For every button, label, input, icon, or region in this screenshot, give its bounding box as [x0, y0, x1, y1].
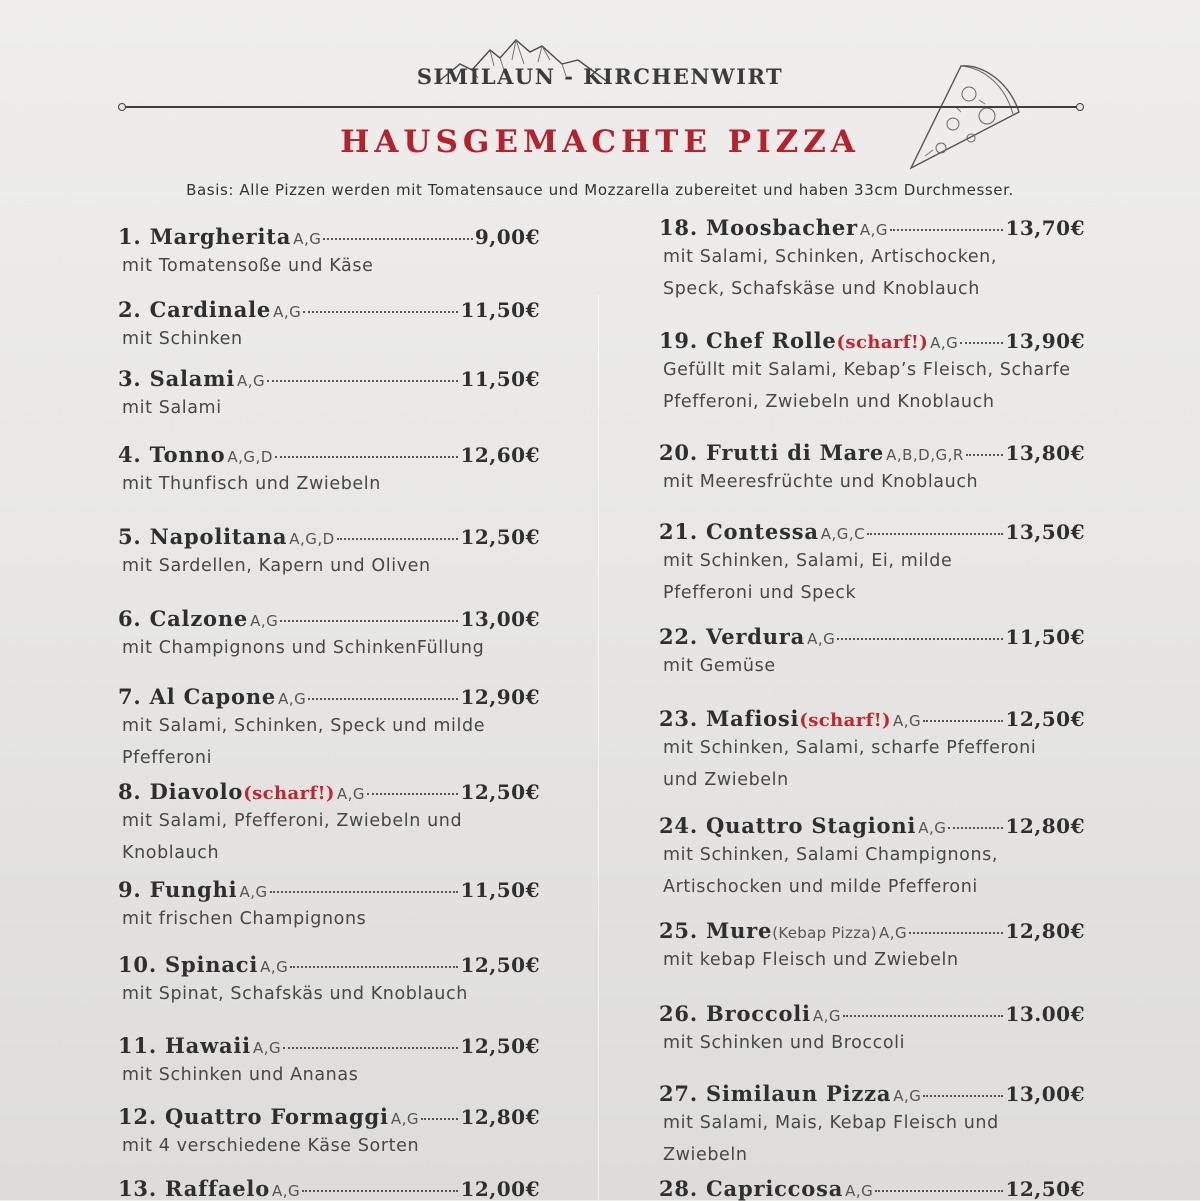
pizza-description: und Zwiebeln	[663, 770, 789, 790]
allergen-codes: A,G	[859, 221, 889, 239]
pizza-name: 28. Capriccosa	[659, 1176, 844, 1201]
menu-item	[659, 1176, 1085, 1201]
menu-item	[118, 606, 540, 663]
pizza-name: 10. Spinaci	[118, 952, 259, 977]
menu-item	[118, 1176, 540, 1201]
pizza-name: 3. Salami	[118, 366, 235, 391]
dot-leader	[280, 620, 458, 622]
pizza-description: Knoblauch	[122, 843, 220, 863]
menu-item-line	[659, 519, 1085, 544]
pizza-name: 2. Cardinale	[118, 297, 272, 322]
dot-leader	[323, 238, 472, 240]
dot-leader	[421, 1118, 458, 1120]
allergen-codes: A,G	[807, 630, 836, 648]
pizza-name: 21. Contessa	[659, 519, 819, 544]
dot-leader	[275, 456, 459, 458]
dot-leader	[290, 966, 458, 968]
pizza-name: 12. Quattro Formaggi	[118, 1104, 389, 1129]
dot-leader	[270, 891, 459, 893]
pizza-name: 18. Moosbacher	[659, 215, 858, 240]
pizza-price: 12,50€	[460, 780, 540, 804]
allergen-codes: A,G	[278, 690, 307, 708]
pizza-name: 13. Raffaelo	[118, 1176, 271, 1201]
menu-item-line	[118, 442, 540, 467]
allergen-codes: A,G	[930, 334, 959, 352]
pizza-description: mit Salami, Schinken, Artischocken,	[663, 247, 998, 267]
pizza-price: 12,50€	[460, 1034, 540, 1058]
pizza-name: 27. Similaun Pizza	[659, 1081, 892, 1106]
menu-item-line	[118, 297, 540, 322]
menu-item-line	[659, 624, 1085, 649]
menu-item-line	[118, 366, 540, 391]
pizza-name: 22. Verdura	[659, 624, 806, 649]
pizza-price: 12,80€	[1005, 919, 1085, 943]
menu-item-line	[118, 606, 540, 631]
pizza-description: mit Salami, Schinken, Speck und milde	[122, 716, 486, 736]
pizza-name: 24. Quattro Stagioni	[659, 813, 917, 838]
dot-leader	[890, 229, 1003, 231]
basis-note: Basis: Alle Pizzen werden mit Tomatensauce und Mozzarella zubereitet und haben 33cm Durchmesser.	[186, 181, 1014, 199]
allergen-codes: A,G	[293, 230, 322, 248]
pizza-price: 12,90€	[460, 685, 540, 709]
pizza-description: mit Spinat, Schafskäs und Knoblauch	[122, 984, 468, 1004]
dot-leader	[308, 698, 458, 700]
pizza-price: 13,70€	[1005, 216, 1085, 240]
divider-end-dot	[118, 103, 126, 111]
allergen-codes: A,G	[237, 372, 266, 390]
allergen-codes: A,G,C	[820, 525, 866, 543]
menu-item	[659, 813, 1085, 902]
menu-item	[659, 440, 1085, 497]
pizza-description: mit Salami	[122, 398, 222, 418]
menu-item	[118, 684, 540, 773]
pizza-name: 25. Mure	[659, 918, 773, 943]
pizza-price: 12,50€	[1005, 1177, 1085, 1201]
dot-leader	[843, 1015, 1003, 1017]
pizza-description: Artischocken und milde Pfefferoni	[663, 877, 978, 897]
pizza-price: 13,50€	[1005, 520, 1085, 544]
menu-item-line	[659, 1176, 1085, 1201]
menu-item-line	[118, 224, 540, 249]
menu-item-line	[659, 918, 1085, 943]
menu-item	[659, 918, 1085, 975]
dot-leader	[923, 1095, 1003, 1097]
menu-item-line	[118, 1176, 540, 1201]
menu-item	[118, 442, 540, 499]
pizza-name: 4. Tonno	[118, 442, 226, 467]
pizza-price: 12,80€	[460, 1105, 540, 1129]
allergen-codes: A,B,D,G,R	[886, 446, 964, 464]
pizza-price: 12,80€	[1005, 814, 1085, 838]
spicy-label: (scharf!)	[836, 332, 929, 353]
pizza-name: 19. Chef Rolle	[659, 328, 837, 353]
pizza-price: 12,50€	[460, 525, 540, 549]
dot-leader	[303, 311, 458, 313]
pizza-description: mit frischen Champignons	[122, 909, 367, 929]
menu-item-line	[118, 1104, 540, 1129]
allergen-codes: A,G	[250, 612, 279, 630]
pizza-description: mit Schinken und Ananas	[122, 1065, 359, 1085]
dot-leader	[909, 932, 1003, 934]
dot-leader	[867, 533, 1003, 535]
pizza-description: mit Schinken und Broccoli	[663, 1033, 906, 1053]
allergen-codes: A,G,D	[227, 448, 273, 466]
menu-item	[118, 1104, 540, 1161]
menu-item	[659, 1001, 1085, 1058]
column-divider	[598, 295, 599, 1200]
dot-leader	[966, 454, 1004, 456]
pizza-description: Pfefferoni und Speck	[663, 583, 857, 603]
pizza-description: mit Salami, Mais, Kebap Fleisch und	[663, 1113, 999, 1133]
menu-item-line	[659, 328, 1085, 353]
dot-leader	[960, 342, 1003, 344]
dot-leader	[267, 380, 458, 382]
menu-item-line	[659, 706, 1085, 731]
pizza-price: 11,50€	[460, 298, 540, 322]
dot-leader	[337, 538, 459, 540]
pizza-price: 13.00€	[1005, 1002, 1085, 1026]
pizza-description: mit Thunfisch und Zwiebeln	[122, 474, 381, 494]
pizza-note: (Kebap Pizza)	[772, 924, 877, 942]
pizza-price: 12,00€	[460, 1177, 540, 1201]
dot-leader	[367, 793, 458, 795]
menu-item	[659, 519, 1085, 608]
menu-item	[659, 1081, 1085, 1170]
spicy-label: (scharf!)	[243, 783, 335, 804]
pizza-description: Pfefferoni, Zwiebeln und Knoblauch	[663, 392, 995, 412]
menu-item	[659, 706, 1085, 795]
menu-item-line	[118, 1033, 540, 1058]
pizza-description: mit Schinken, Salami, scharfe Pfefferoni	[663, 738, 1037, 758]
pizza-description: mit 4 verschiedene Käse Sorten	[122, 1136, 420, 1156]
dot-leader	[837, 638, 1003, 640]
pizza-name: 9. Funghi	[118, 877, 238, 902]
menu-item	[118, 1033, 540, 1090]
menu-item-line	[118, 524, 540, 549]
menu-item	[118, 297, 540, 354]
dot-leader	[948, 827, 1003, 829]
menu-item-line	[118, 779, 540, 804]
pizza-name: 20. Frutti di Mare	[659, 440, 885, 465]
menu-title: HAUSGEMACHTE PIZZA	[340, 124, 860, 160]
menu-item	[118, 366, 540, 423]
dot-leader	[875, 1190, 1003, 1192]
menu-item	[118, 524, 540, 581]
pizza-description: Speck, Schafskäse und Knoblauch	[663, 279, 980, 299]
pizza-description: mit kebap Fleisch und Zwiebeln	[663, 950, 959, 970]
dot-leader	[923, 720, 1003, 722]
pizza-price: 13,80€	[1005, 441, 1085, 465]
pizza-price: 11,50€	[460, 878, 540, 902]
pizza-description: mit Gemüse	[663, 656, 776, 676]
allergen-codes: A,G	[273, 303, 302, 321]
menu-item-line	[659, 813, 1085, 838]
allergen-codes: A,G	[845, 1182, 874, 1200]
pizza-description: mit Schinken, Salami, Ei, milde	[663, 551, 953, 571]
allergen-codes: A,G	[878, 924, 908, 942]
pizza-description: mit Schinken, Salami Champignons,	[663, 845, 999, 865]
dot-leader	[302, 1190, 458, 1192]
pizza-price: 12,50€	[460, 953, 540, 977]
pizza-price: 13,90€	[1005, 329, 1085, 353]
pizza-name: 11. Hawaii	[118, 1033, 251, 1058]
allergen-codes: A,G	[260, 958, 289, 976]
pizza-name: 26. Broccoli	[659, 1001, 811, 1026]
menu-item	[118, 952, 540, 1009]
pizza-price: 13,00€	[1005, 1082, 1085, 1106]
pizza-description: mit Tomatensoße und Käse	[122, 256, 374, 276]
menu-item-line	[659, 1001, 1085, 1026]
menu-item	[118, 877, 540, 934]
allergen-codes: A,G	[239, 883, 268, 901]
pizza-price: 12,60€	[460, 443, 540, 467]
menu-item-line	[659, 440, 1085, 465]
header-divider	[122, 106, 1080, 108]
menu-item-line	[118, 877, 540, 902]
pizza-price: 9,00€	[474, 225, 540, 249]
allergen-codes: A,G	[892, 712, 922, 730]
menu-item-line	[118, 952, 540, 977]
menu-item-line	[659, 215, 1085, 240]
pizza-description: mit Schinken	[122, 329, 243, 349]
pizza-name: 6. Calzone	[118, 606, 249, 631]
allergen-codes: A,G	[812, 1007, 841, 1025]
allergen-codes: A,G	[252, 1039, 282, 1057]
pizza-price: 13,00€	[460, 607, 540, 631]
pizza-price: 11,50€	[1005, 625, 1085, 649]
allergen-codes: A,G	[918, 819, 947, 837]
menu-item	[659, 328, 1085, 417]
allergen-codes: A,G	[893, 1087, 922, 1105]
allergen-codes: A,G	[272, 1182, 301, 1200]
pizza-name: 7. Al Capone	[118, 684, 277, 709]
pizza-name: 1. Margherita	[118, 224, 292, 249]
divider-end-dot	[1076, 103, 1084, 111]
pizza-description: mit Champignons und SchinkenFüllung	[122, 638, 485, 658]
restaurant-brand: SIMILAUN - KIRCHENWIRT	[416, 64, 784, 89]
pizza-name: 5. Napolitana	[118, 524, 288, 549]
pizza-description: mit Salami, Pfefferoni, Zwiebeln und	[122, 811, 463, 831]
pizza-price: 12,50€	[1005, 707, 1085, 731]
menu-item-line	[118, 684, 540, 709]
pizza-name: 8. Diavolo	[118, 779, 244, 804]
pizza-description: Pfefferoni	[122, 748, 213, 768]
allergen-codes: A,G,D	[289, 530, 335, 548]
pizza-description: mit Sardellen, Kapern und Oliven	[122, 556, 431, 576]
menu-item-line	[659, 1081, 1085, 1106]
menu-item	[659, 215, 1085, 304]
pizza-name: 23. Mafiosi	[659, 706, 800, 731]
pizza-price: 11,50€	[460, 367, 540, 391]
menu-item	[118, 779, 540, 868]
spicy-label: (scharf!)	[799, 710, 891, 731]
menu-item	[118, 224, 540, 281]
allergen-codes: A,G	[390, 1110, 419, 1128]
dot-leader	[283, 1047, 458, 1049]
pizza-description: Gefüllt mit Salami, Kebap’s Fleisch, Scharfe	[663, 360, 1071, 380]
menu-item	[659, 624, 1085, 681]
allergen-codes: A,G	[336, 785, 365, 803]
pizza-description: Zwiebeln	[663, 1145, 748, 1165]
pizza-description: mit Meeresfrüchte und Knoblauch	[663, 472, 979, 492]
